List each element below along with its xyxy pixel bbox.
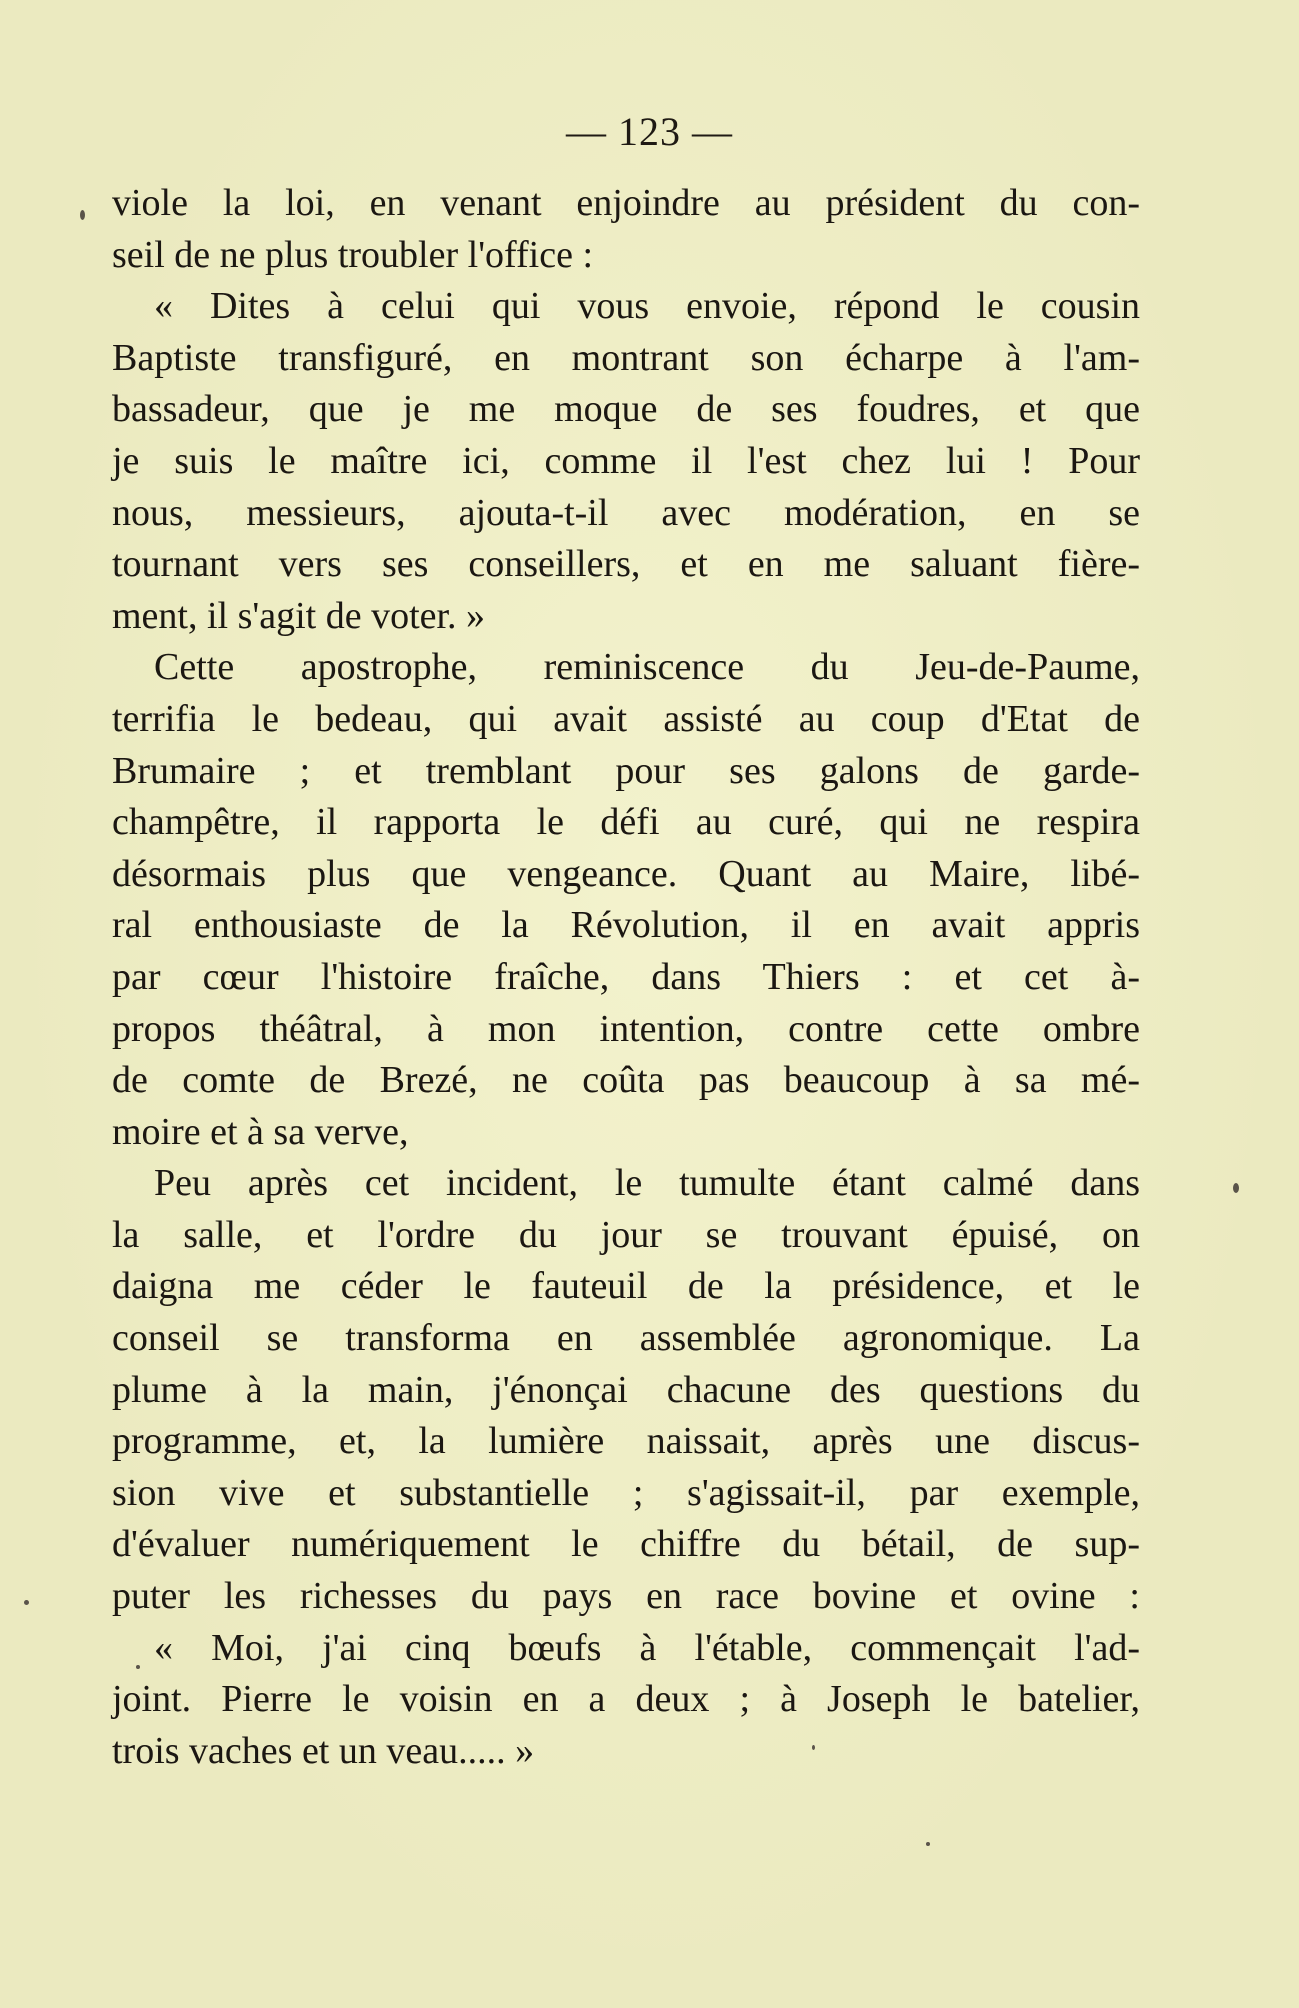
text-line: désormais plus que vengeance. Quant au Maire, libé- xyxy=(112,852,1140,895)
text-line: « Moi, j'ai cinq bœufs à l'étable, commençait l'ad- xyxy=(154,1626,1140,1669)
print-speck xyxy=(812,1745,815,1750)
print-speck xyxy=(24,1600,29,1605)
text-line: champêtre, il rapporta le défi au curé, qui ne respira xyxy=(112,801,1140,844)
text-line: tournant vers ses conseillers, et en me saluant fière- xyxy=(112,543,1140,586)
text-line: terrifia le bedeau, qui avait assisté au coup d'Etat de xyxy=(112,697,1140,740)
text-line: Baptiste transfiguré, en montrant son écharpe à l'am- xyxy=(112,336,1140,379)
text-line: conseil se transforma en assemblée agronomique. La xyxy=(112,1317,1140,1360)
print-speck xyxy=(926,1842,930,1846)
text-line: propos théâtral, à mon intention, contre cette ombre xyxy=(112,1007,1140,1050)
text-line: daigna me céder le fauteuil de la présidence, et le xyxy=(112,1265,1140,1308)
body-text xyxy=(112,178,1140,1777)
text-line: programme, et, la lumière naissait, après une discus- xyxy=(112,1420,1140,1463)
text-line: de comte de Brezé, ne coûta pas beaucoup à sa mé- xyxy=(112,1059,1140,1102)
text-line: « Dites à celui qui vous envoie, répond le cousin xyxy=(154,285,1140,328)
text-line: par cœur l'histoire fraîche, dans Thiers : et cet à- xyxy=(112,955,1140,998)
page-number: — 123 — xyxy=(566,109,733,154)
text-line: Peu après cet incident, le tumulte étant calmé dans xyxy=(154,1162,1140,1205)
text-line: Brumaire ; et tremblant pour ses galons de garde- xyxy=(112,749,1140,792)
text-line: la salle, et l'ordre du jour se trouvant épuisé, on xyxy=(112,1213,1140,1256)
text-line: moire et à sa verve, xyxy=(112,1110,409,1153)
text-line: Cette apostrophe, reminiscence du Jeu-de-Paume, xyxy=(154,646,1140,689)
print-speck xyxy=(136,1665,140,1669)
text-line: seil de ne plus troubler l'office : xyxy=(112,233,594,276)
text-line: je suis le maître ici, comme il l'est chez lui ! Pour xyxy=(112,439,1140,482)
text-line: trois vaches et un veau..... » xyxy=(112,1729,535,1772)
text-line: viole la loi, en venant enjoindre au président du con- xyxy=(112,182,1140,224)
text-line: ral enthousiaste de la Révolution, il en avait appris xyxy=(112,904,1140,947)
text-line: joint. Pierre le voisin en a deux ; à Joseph le batelier, xyxy=(112,1678,1140,1721)
print-speck xyxy=(1233,1183,1239,1193)
text-line: nous, messieurs, ajouta-t-il avec modération, en se xyxy=(112,491,1140,534)
text-line: plume à la main, j'énonçai chacune des questions du xyxy=(112,1368,1140,1411)
text-line: sion vive et substantielle ; s'agissait-il, par exemple, xyxy=(112,1471,1140,1514)
text-line: ment, il s'agit de voter. » xyxy=(112,594,486,637)
text-line: puter les richesses du pays en race bovine et ovine : xyxy=(112,1575,1140,1618)
print-speck xyxy=(80,210,85,220)
text-line: d'évaluer numériquement le chiffre du bétail, de sup- xyxy=(112,1523,1140,1566)
text-line: bassadeur, que je me moque de ses foudres, et que xyxy=(112,388,1140,431)
